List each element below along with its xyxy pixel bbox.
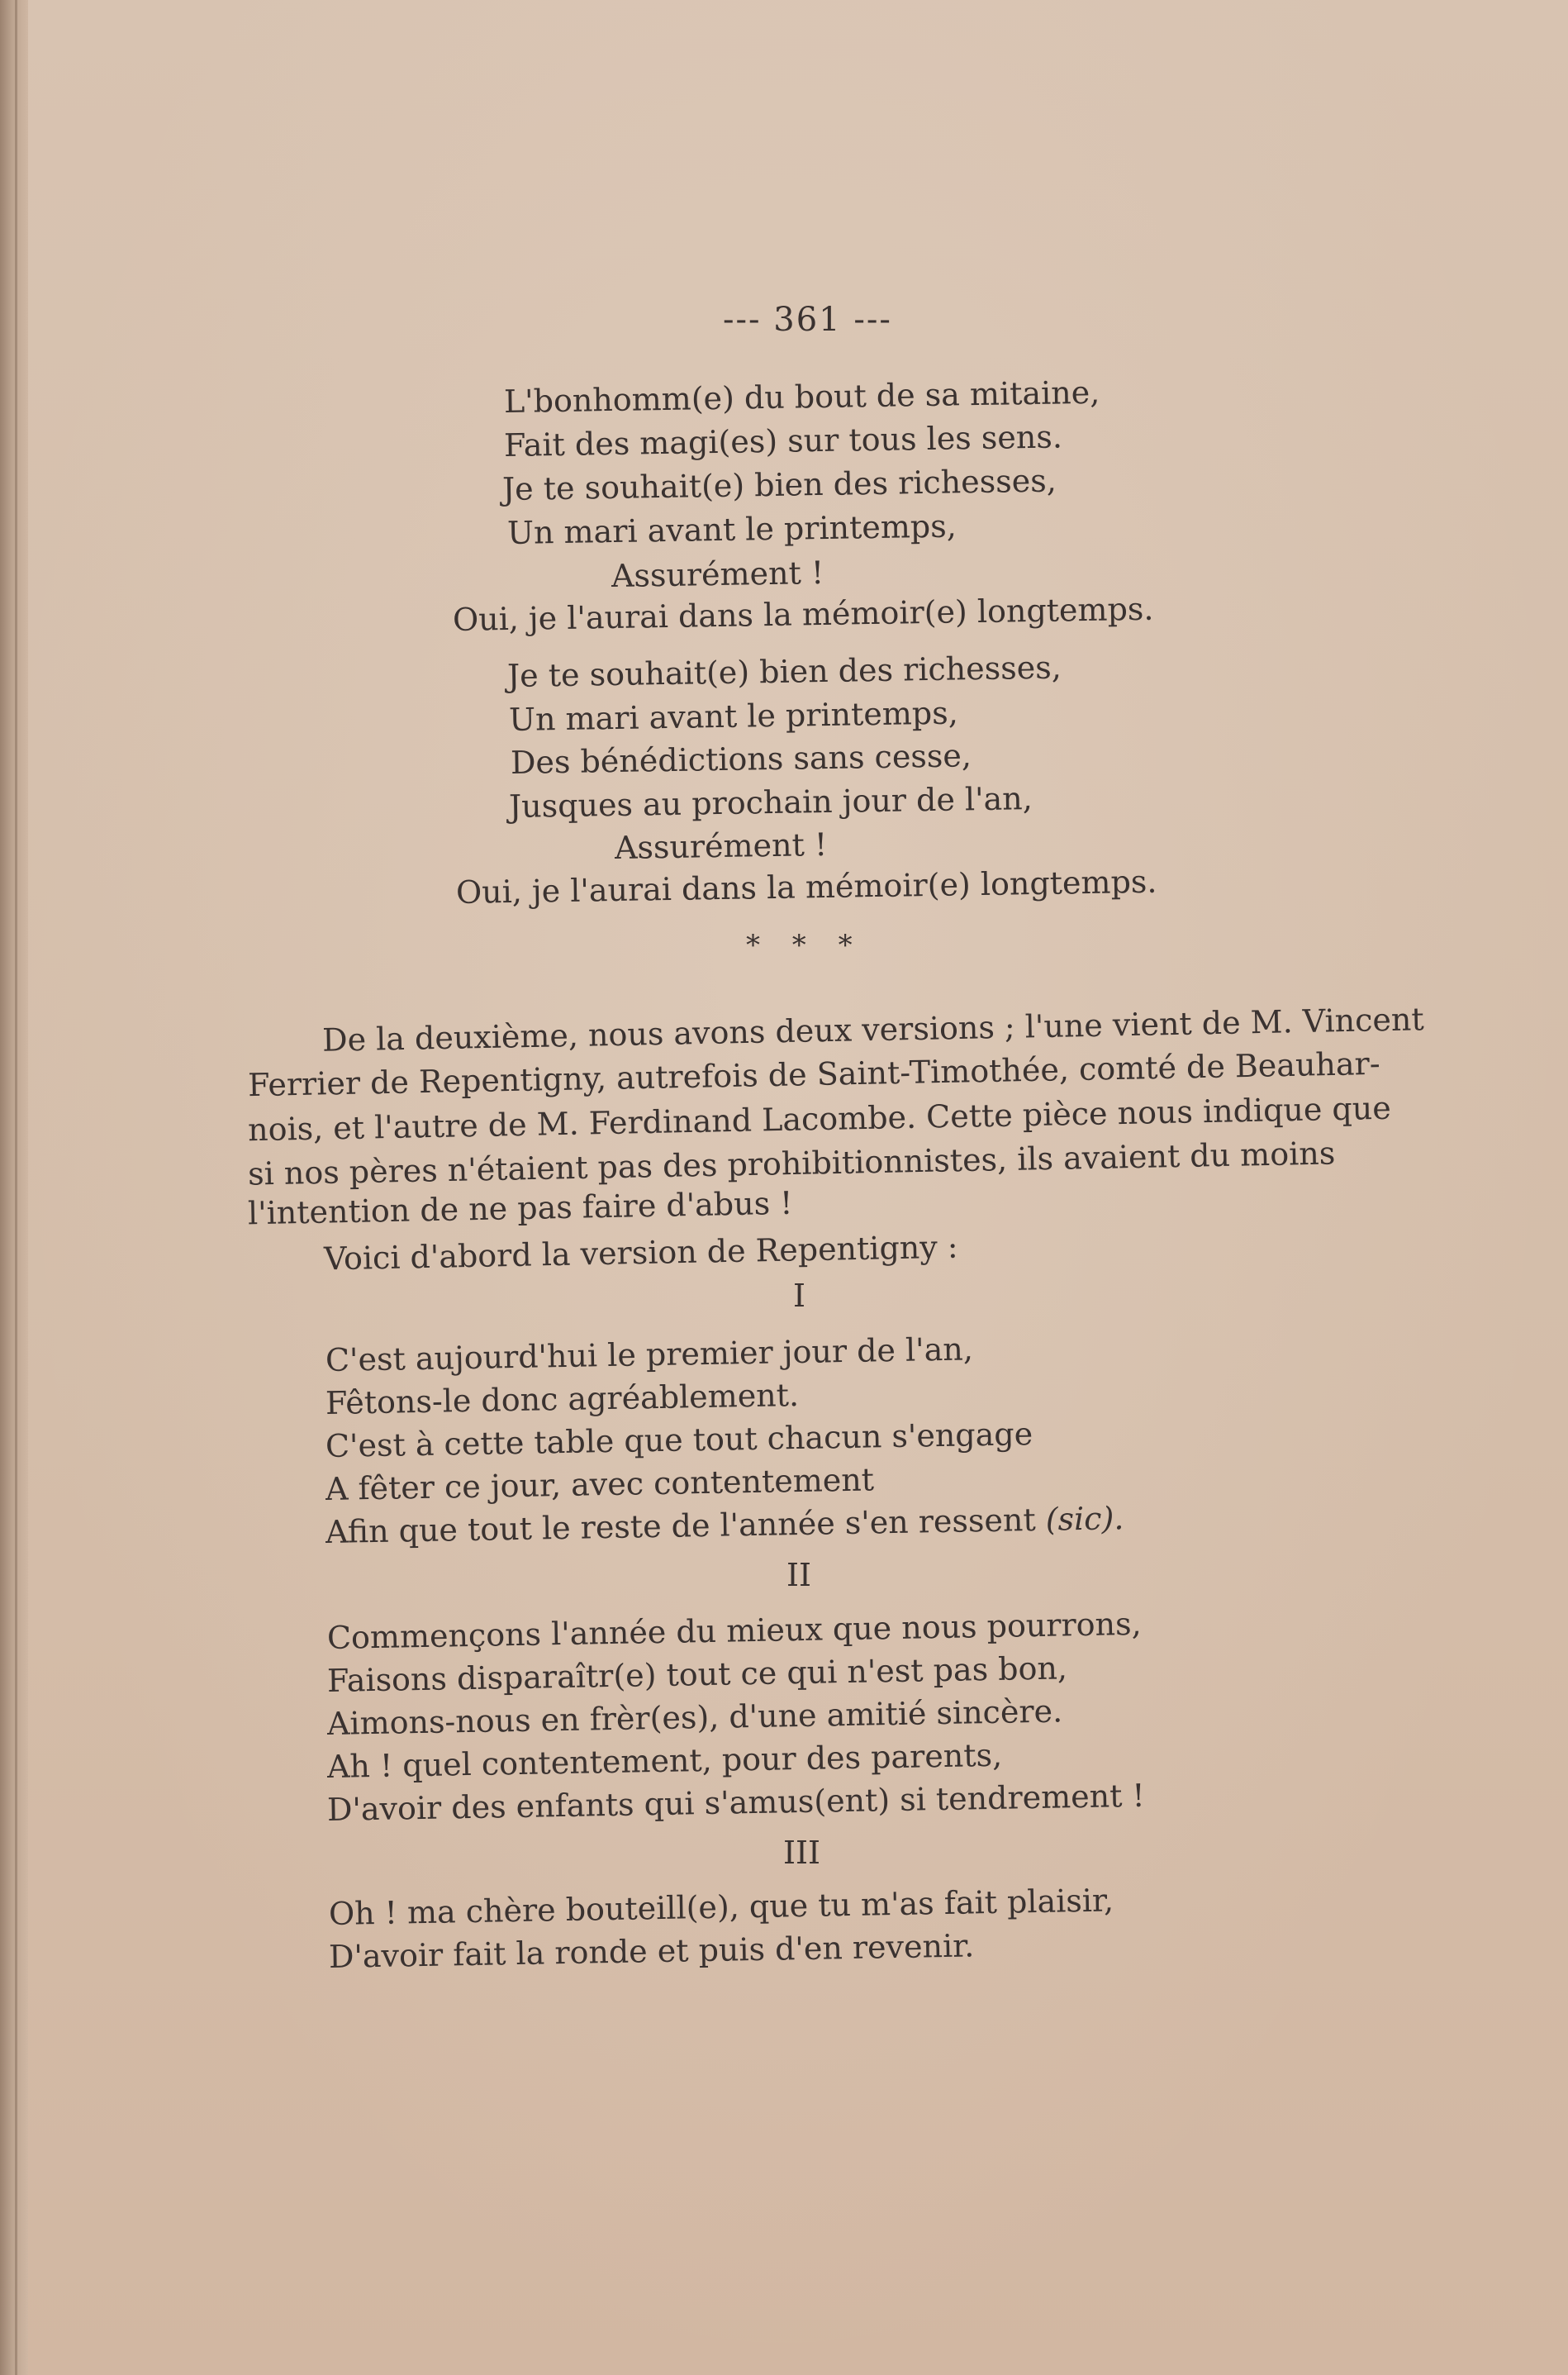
verse-numeral: I [793,1278,806,1314]
stanza-line: L'bonhomm(e) du bout de sa mitaine, [503,374,1100,420]
verse-line: D'avoir fait la ronde et puis d'en revenir. [328,1927,975,1975]
paragraph-line: nois, et l'autre de M. Ferdinand Lacombe. Cette pièce nous indique que [247,1089,1392,1149]
verse-line: Ah ! quel contentement, pour des parents, [326,1736,1003,1785]
stanza-line: Je te souhait(e) bien des richesses, [501,462,1057,507]
verse-line: A fêter ce jour, avec contentement [325,1461,875,1507]
paragraph-line: De la deuxième, nous avons deux versions ; l'une vient de M. Vincent [321,1001,1425,1059]
intro-line: Voici d'abord la version de Repentigny : [323,1228,959,1278]
verse-line: C'est à cette table que tout chacun s'engage [325,1416,1033,1464]
verse-line: Aimons-nous en frèr(es), d'une amitié sincère. [326,1692,1063,1742]
stanza-line: Je te souhait(e) bien des richesses, [506,649,1062,694]
stanza-line: Jusques au prochain jour de l'an, [508,780,1033,825]
stanza-line: Assurément ! [611,554,824,594]
verse-line: Fêtons-le donc agréablement. [325,1377,800,1421]
stanza-line: Oui, je l'aurai dans la mémoir(e) longtemps. [455,863,1157,911]
verse-line: Oh ! ma chère bouteill(e), que tu m'as fait plaisir, [328,1882,1114,1932]
verse-line: D'avoir des enfants qui s'amus(ent) si tendrement ! [326,1777,1146,1828]
stanza-line: Un mari avant le printemps, [508,694,959,738]
section-separator: * * * [746,929,864,962]
verse-line: Commençons l'année du mieux que nous pourrons, [326,1605,1142,1656]
verse-numeral: III [783,1835,821,1871]
stanza-line: Fait des magi(es) sur tous les sens. [503,418,1063,464]
paragraph-line: si nos pères n'étaient pas des prohibitionnistes, ils avaient du moins [247,1135,1336,1192]
page-binding-edge [0,0,28,2375]
sic-annotation: (sic). [1045,1500,1124,1538]
paragraph-line: Ferrier de Repentigny, autrefois de Saint-Timothée, comté de Beauhar- [247,1045,1380,1104]
verse-line: C'est aujourd'hui le premier jour de l'an, [325,1330,974,1378]
stanza-line: Assurément ! [614,826,828,866]
stanza-line: Des bénédictions sans cesse, [510,737,972,781]
stanza-line: Oui, je l'aurai dans la mémoir(e) longtemps. [452,590,1154,638]
verse-line: Faisons disparaîtr(e) tout ce qui n'est pas bon, [326,1649,1068,1699]
binding-line [15,0,17,2375]
stanza-line: Un mari avant le printemps, [506,507,957,551]
verse-line-text: Afin que tout le reste de l'année s'en ressent [325,1501,1037,1550]
paragraph-line: l'intention de ne pas faire d'abus ! [247,1184,793,1232]
verse-numeral: II [786,1557,812,1593]
page-number: --- 361 --- [723,301,892,339]
